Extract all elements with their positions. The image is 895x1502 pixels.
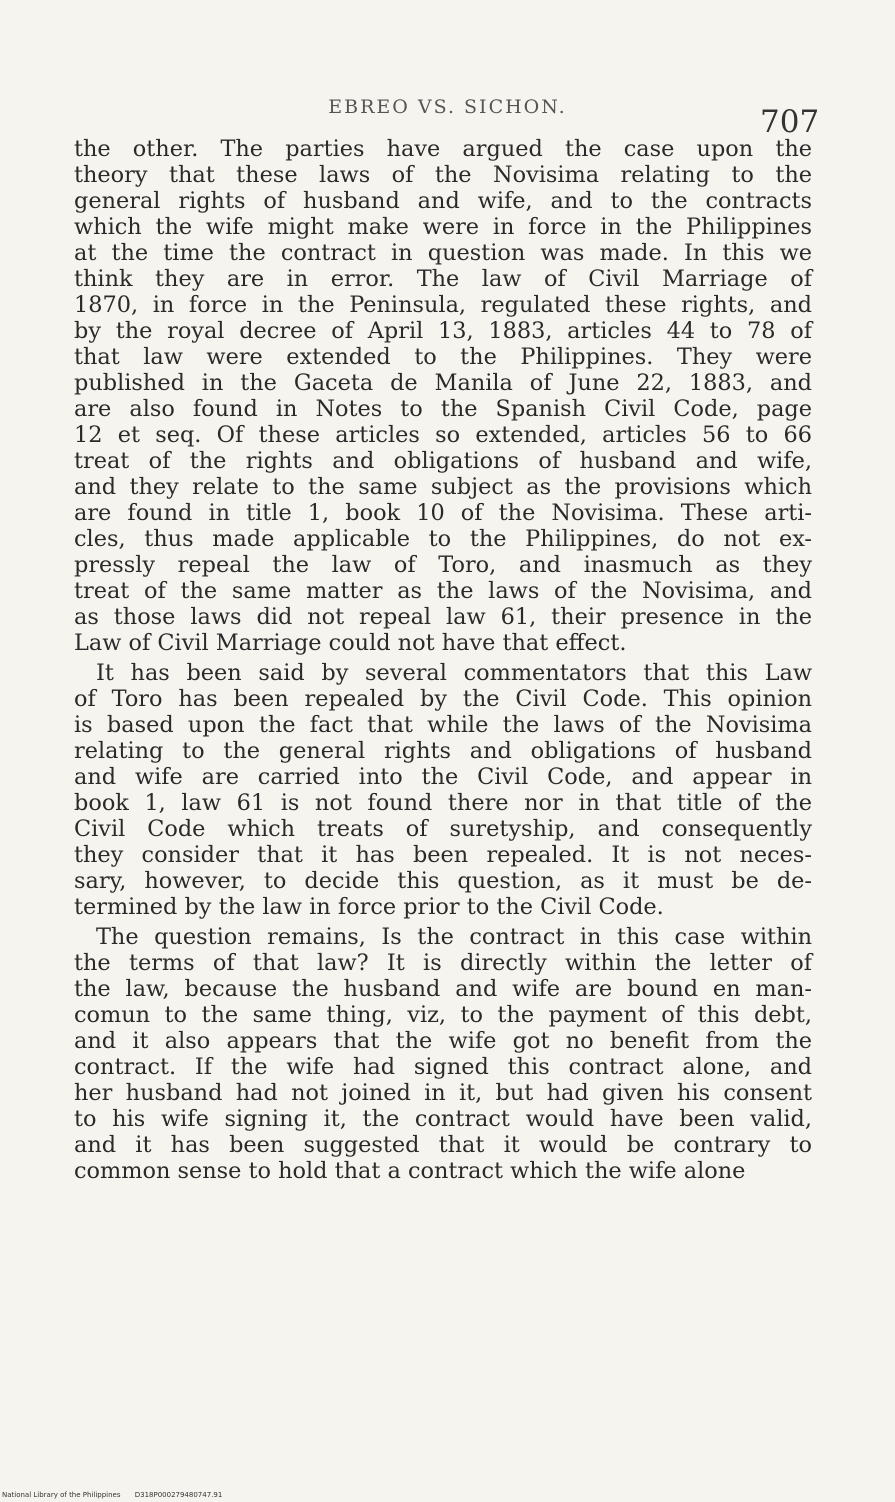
- text-line: that law were extended to the Philippines. They were: [74, 344, 812, 370]
- text-line: as those laws did not repeal law 61, their presence in the: [74, 604, 812, 630]
- text-line: book 1, law 61 is not found there nor in that title of the: [74, 790, 812, 816]
- text-line: contract. If the wife had signed this contract alone, and: [74, 1054, 812, 1080]
- text-line: and wife are carried into the Civil Code, and appear in: [74, 764, 812, 790]
- text-line: is based upon the fact that while the laws of the Novisima: [74, 712, 812, 738]
- text-line: pressly repeal the law of Toro, and inasmuch as they: [74, 552, 812, 578]
- text-line: cles, thus made applicable to the Philippines, do not ex-: [74, 526, 812, 552]
- text-line: are also found in Notes to the Spanish Civil Code, page: [74, 396, 812, 422]
- text-line: comun to the same thing, viz, to the payment of this debt,: [74, 1002, 812, 1028]
- text-line: treat of the same matter as the laws of the Novisima, and: [74, 578, 812, 604]
- library-credit: National Library of the Philippines: [2, 1491, 121, 1499]
- text-line: they consider that it has been repealed. It is not neces-: [74, 842, 812, 868]
- text-line: It has been said by several commentators that this Law: [96, 660, 812, 686]
- text-line: at the time the contract in question was made. In this we: [74, 240, 812, 266]
- text-line: sary, however, to decide this question, as it must be de-: [74, 868, 812, 894]
- text-line: Law of Civil Marriage could not have that effect.: [74, 630, 627, 656]
- text-line: Civil Code which treats of suretyship, and consequently: [74, 816, 812, 842]
- text-line: relating to the general rights and obligations of husband: [74, 738, 812, 764]
- text-line: and they relate to the same subject as the provisions which: [74, 474, 812, 500]
- body-text: [74, 136, 812, 1184]
- page-number: 707: [760, 104, 820, 140]
- text-line: which the wife might make were in force in the Philippines: [74, 214, 812, 240]
- text-line: published in the Gaceta de Manila of June 22, 1883, and: [74, 370, 812, 396]
- text-line: general rights of husband and wife, and to the contracts: [74, 188, 812, 214]
- text-line: treat of the rights and obligations of husband and wife,: [74, 448, 812, 474]
- text-line: think they are in error. The law of Civil Marriage of: [74, 266, 812, 292]
- text-line: 12 et seq. Of these articles so extended, articles 56 to 66: [74, 422, 812, 448]
- text-line: by the royal decree of April 13, 1883, articles 44 to 78 of: [74, 318, 812, 344]
- text-line: of Toro has been repealed by the Civil Code. This opinion: [74, 686, 812, 712]
- text-line: her husband had not joined in it, but had given his consent: [74, 1080, 812, 1106]
- running-head: EBREO VS. SICHON.: [328, 96, 567, 118]
- text-line: and it also appears that the wife got no benefit from the: [74, 1028, 812, 1054]
- text-line: the law, because the husband and wife are bound en man-: [74, 976, 812, 1002]
- text-line: common sense to hold that a contract which the wife alone: [74, 1158, 746, 1184]
- text-line: the other. The parties have argued the case upon the: [74, 136, 812, 162]
- text-line: and it has been suggested that it would be contrary to: [74, 1132, 812, 1158]
- text-line: are found in title 1, book 10 of the Novisima. These arti-: [74, 500, 812, 526]
- text-line: 1870, in force in the Peninsula, regulated these rights, and: [74, 292, 812, 318]
- text-line: theory that these laws of the Novisima relating to the: [74, 162, 812, 188]
- text-line: termined by the law in force prior to the Civil Code.: [74, 894, 664, 920]
- text-line: the terms of that law? It is directly within the letter of: [74, 950, 812, 976]
- text-line: The question remains, Is the contract in this case within: [96, 924, 812, 950]
- scan-code: D318P000279480747.91: [134, 1491, 223, 1499]
- scan-footer: [2, 1491, 222, 1499]
- text-line: to his wife signing it, the contract would have been valid,: [74, 1106, 812, 1132]
